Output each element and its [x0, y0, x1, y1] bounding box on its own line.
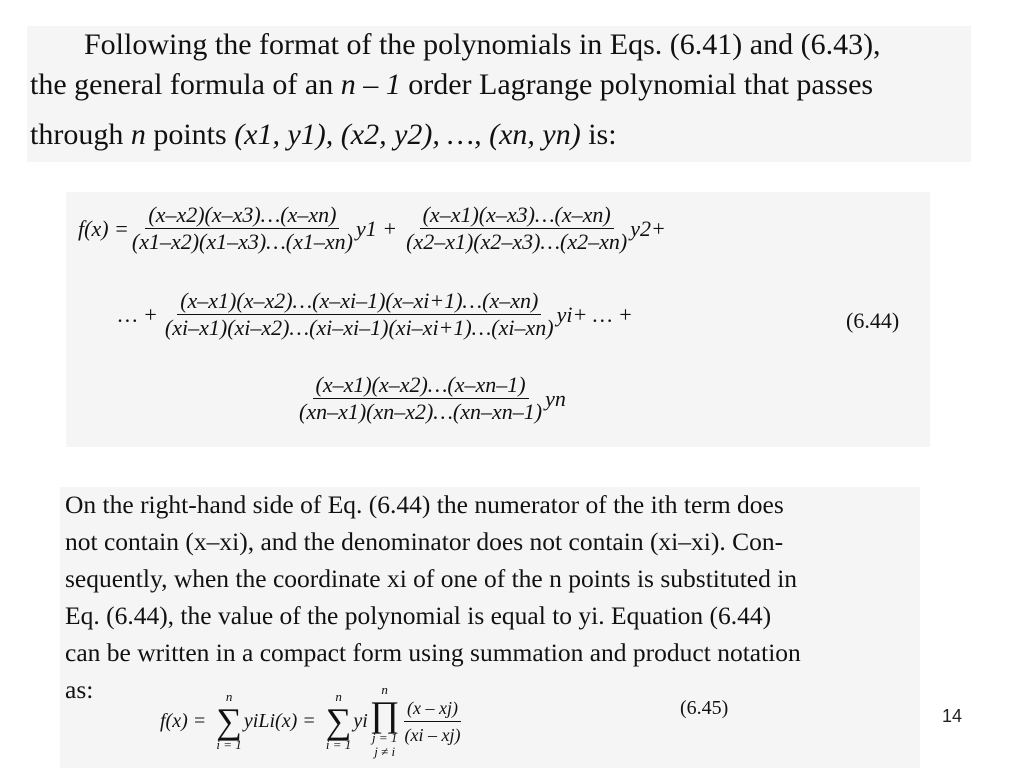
intro-line-2-prefix: the general formula of an	[30, 68, 341, 101]
product-upper: n	[381, 682, 388, 697]
equation-lhs: f(x) =	[78, 215, 129, 241]
product-fraction	[401, 695, 463, 748]
product	[370, 683, 400, 759]
explanation-line-6: as:	[65, 675, 94, 704]
term-i-y: yi+ … +	[556, 301, 633, 327]
intro-line-2	[30, 68, 873, 102]
term-n-numerator: (x–x1)(x–x2)…(x–xn–1)	[313, 372, 529, 399]
product-numerator: (x – xj)	[404, 695, 461, 722]
intro-line-3-suffix: is:	[580, 118, 617, 151]
equation-number-6-45: (6.45)	[680, 697, 729, 719]
sigma-icon: ∑	[216, 701, 242, 741]
summation-1	[216, 690, 242, 752]
term-i-denominator: (xi–x1)(xi–x2)…(xi–xi–1)(xi–xi+1)…(xi–xn)	[164, 315, 554, 340]
summation-1-lower: i = 1	[216, 737, 242, 752]
term-n-y: yn	[545, 385, 566, 411]
term-2-denominator: (x2–x1)(x2–x3)…(x2–xn)	[406, 229, 628, 254]
sigma-icon: ∑	[325, 701, 352, 741]
explanation-line-1: On the right-hand side of Eq. (6.44) the numerator of the ith term does	[65, 490, 784, 519]
intro-line-3	[30, 118, 617, 152]
intro-line-3-middle: points	[145, 118, 235, 151]
term-n-fraction	[296, 372, 545, 425]
term-1-fraction	[129, 202, 356, 255]
term-2-fraction	[403, 202, 630, 255]
explanation-line-3: sequently, when the coordinate xi of one of the n points is substituted in	[65, 564, 798, 593]
points-list: (x1, y1), (x2, y2), …, (xn, yn)	[234, 118, 581, 151]
product-lower-1: j = 1	[371, 730, 398, 745]
term-2-numerator: (x–x1)(x–x3)…(x–xn)	[420, 202, 614, 229]
explanation-line-5: can be written in a compact form using summation and product notation	[65, 638, 801, 667]
slide-number: 14	[941, 706, 962, 726]
explanation-line-4: Eq. (6.44), the value of the polynomial is equal to yi. Equation (6.44)	[65, 601, 772, 630]
summation-1-body: yiLi(x) =	[243, 709, 316, 732]
equation-number-6-44: (6.44)	[846, 308, 900, 333]
summation-2	[326, 690, 352, 752]
equation-row-3	[296, 372, 566, 425]
intro-paragraph	[27, 26, 971, 162]
n-symbol: n	[130, 118, 146, 151]
equation-6-45	[160, 683, 463, 759]
intro-line-3-prefix: through	[30, 118, 131, 151]
summation-2-lower: i = 1	[325, 737, 352, 752]
term-2-y: y2+	[630, 215, 666, 241]
equation-6-45-lhs: f(x) =	[160, 709, 207, 732]
summation-2-upper: n	[335, 689, 342, 704]
equation-6-44	[66, 192, 930, 447]
row-2-prefix: … +	[118, 301, 158, 327]
term-1-denominator: (x1–x2)(x1–x3)…(x1–xn)	[131, 229, 353, 254]
product-lower-2: j ≠ i	[374, 744, 396, 759]
term-n-denominator: (xn–x1)(xn–x2)…(xn–xn–1)	[299, 399, 543, 424]
intro-line-1: Following the format of the polynomials in Eqs. (6.41) and (6.43),	[84, 28, 881, 61]
equation-row-2	[118, 288, 633, 341]
explanation-line-2: not contain (x–xi), and the denominator does not contain (xi–xi). Con-	[65, 527, 784, 556]
summation-2-body: yi	[353, 709, 368, 732]
order-expression: n – 1	[340, 68, 401, 101]
product-denominator: (xi – xj)	[404, 724, 461, 745]
term-1-numerator: (x–x2)(x–x3)…(x–xn)	[145, 202, 339, 229]
term-1-y: y1 +	[355, 215, 398, 241]
explanation-paragraph	[60, 487, 920, 768]
equation-row-1	[78, 202, 666, 255]
term-i-fraction	[162, 288, 557, 341]
pi-product-icon: ∏	[369, 694, 400, 734]
intro-line-2-suffix: order Lagrange polynomial that passes	[400, 68, 874, 101]
term-i-numerator: (x–x1)(x–x2)…(x–xi–1)(x–xi+1)…(x–xn)	[177, 288, 541, 315]
summation-1-upper: n	[225, 689, 233, 704]
